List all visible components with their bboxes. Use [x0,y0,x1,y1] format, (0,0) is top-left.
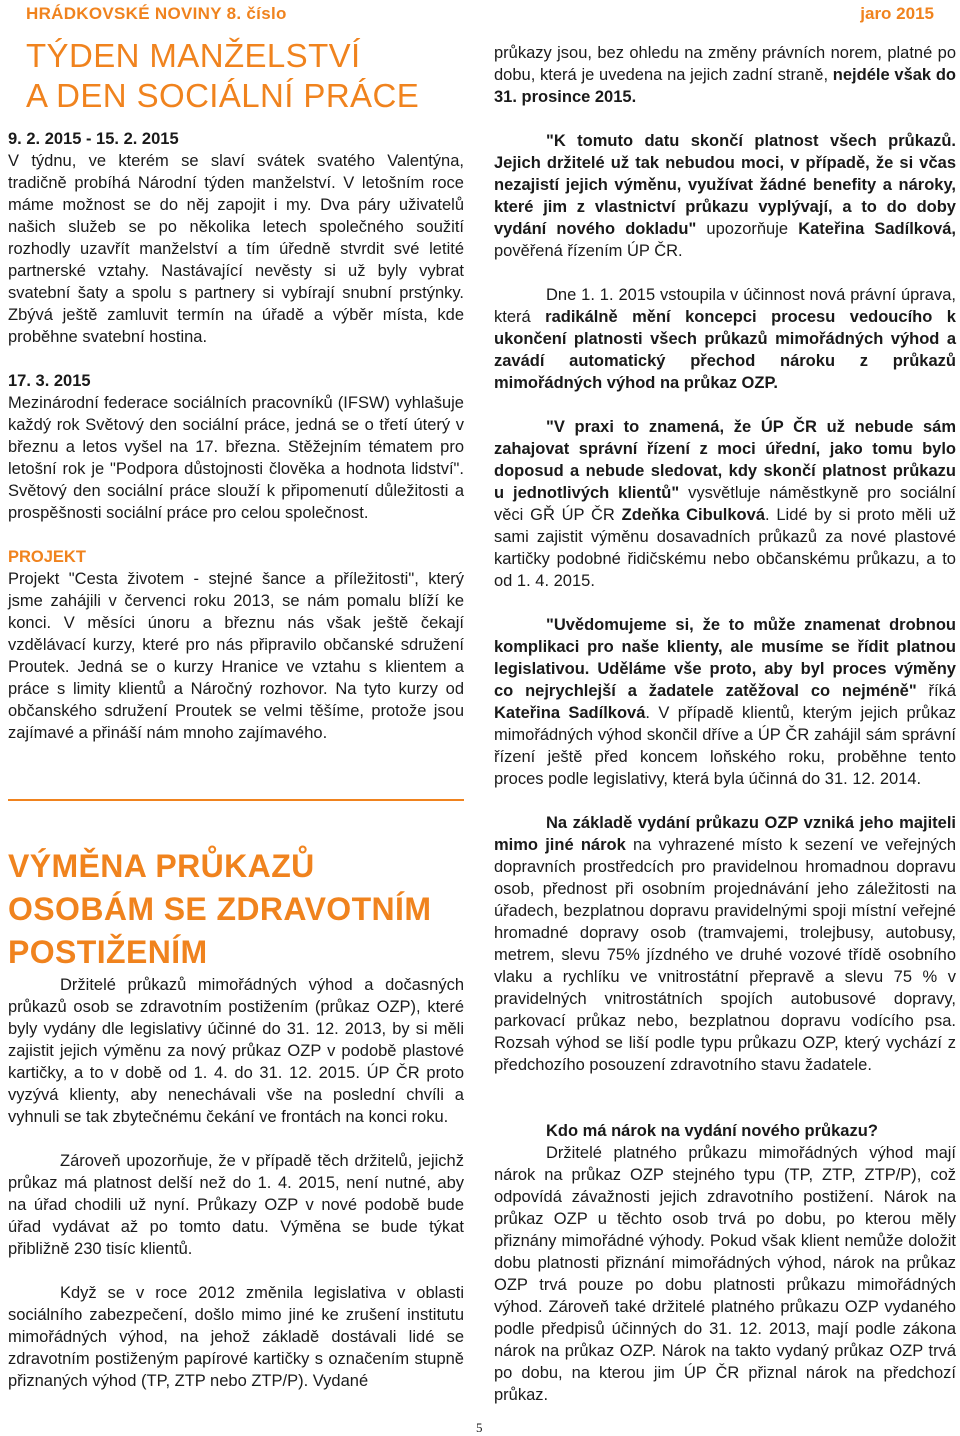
article1-title-line1: TÝDEN MANŽELSTVÍ [26,37,361,74]
right-column [494,0,956,1436]
paragraph-project: Projekt "Cesta životem - stejné šance a příležitosti", který jsme zahájili v červenci roku 2013, se nám pomalu blíží ke konci. V měsíci únoru a březnu nás však ještě čekají vzdělávací kurzy, které pro nás připravilo občanské sdružení Proutek. Jedná se o kurzy Hranice ve vztahu s klientem a práce s limity klientů a Náročný rozhovor. Na tyto kurzy od občanského sdružení Proutek se velmi těšíme, protože jsou zajímavé a přináší nám mnoho zajímavého. [8,570,464,742]
article2-right-body [494,42,956,1406]
left-column [8,0,464,1436]
article2-paragraph-3: Když se v roce 2012 změnila legislativa v oblasti sociálního zabezpečení, došlo mimo jiné ke zrušení institutu mimořádných výhod, na jehož základě dostávali lidé se zdravotním postiženým papírové kartičky s označením stupně přiznaných výhod (TP, ZTP nebo ZTP/P). Vydané [8,1284,464,1390]
article1-title-line2: A DEN SOCIÁLNÍ PRÁCE [26,77,420,114]
paragraph-ozp-benefits: Na základě vydání průkazu OZP vzniká jeho majiteli mimo jiné nárok na vyhrazené místo k sezení ve veřejných dopravních prostředcích pro pravidelnou hromadnou dopravu osob, přednost při osobním projednávání jeho záležitosti na úřadech, bezplatnou dopravu pravidelnými spoji místní veřejné hromadné dopravy osob (tramvajemi, trolejbusy, autobusy, metrem, slevu 75% jízdného ve druhé vozové třídě osobního vlaku a rychlíku ve vnitrostátní přepravě a slevu 75 % v pravidelných vnitrostátních spojích autobusové dopravy, parkovací průkaz nebo, bezplatnou dopravu vodícího psa. Rozsah výhod se liší podle typu průkazu OZP, který vychází z předchozího posouzení zdravotního stavu žadatele. [494,814,957,1074]
article1-body [8,128,464,744]
paragraph-quote-sadilkova: "K tomuto datu skončí platnost všech průkazů. Jejich držitelé už tak nebudou moci, v případě, že si včas nezajistí jejich výměnu, využívat žádné benefity a nároky, které jim z vlastnictví průkazu vyplývají, a to do doby vydání nového dokladu" upozorňuje Kateřina Sadílková, pověřená řízením ÚP ČR. [494,132,956,260]
article2-title-line2: OSOBÁM SE ZDRAVOTNÍM [8,891,432,927]
date-social-work-day: 17. 3. 2015 [8,372,91,390]
article2-title-line1: VÝMĚNA PRŮKAZŮ [8,848,315,884]
project-heading: PROJEKT [8,548,86,566]
issue-season: jaro 2015 [860,4,934,23]
article2-paragraph-2: Zároveň upozorňuje, že v případě těch držitelů, jejichž průkaz má platnost delší než do 1. 4. 2015, není nutné, aby na úřad chodili už nyní. Průkazy OZP v nové podobě bude úřad vydávat až po tomto datu. Výměna se bude týkat přibližně 230 tisíc klientů. [8,1152,464,1258]
page-number: 5 [476,1420,483,1435]
paragraph-entitlement: Držitelé platného průkazu mimořádných výhod mají nárok na průkaz OZP stejného typu (TP, ZTP, ZTP/P), což odpovídá závažnosti jejich zdravotního postižení. Nárok na průkaz OZP u těchto osob trvá po dobu, po kterou měly přiznány mimořádné výhody. Pokud však klient nemůže doložit dobu platnosti přiznání mimořádných výhod, nárok na průkaz OZP trvá pouze po dobu platnosti průkazu mimořádných výhod. Zároveň také držitelé platného průkazu OZP vydaného podle předpisů účinných do 31. 12. 2013, mají podle zákona nárok na průkaz OZP. Nárok na takto vydaný průkaz OZP trvá po dobu, na kterou jim ÚP ČR přiznal nárok na předchozí průkaz. [494,1144,956,1404]
article2-left-body [8,974,464,1392]
paragraph-social-work-day: Mezinárodní federace sociálních pracovníků (IFSW) vyhlašuje každý rok Světový den sociální práce, jedná se o třetí úterý v březnu a letos vyšel na 17. března. Stěžejním tématem pro letošní rok je "Podpora důstojnosti člověka a hodnota lidství". Světový den sociální práce slouží k připomenutí důležitosti a prospěšnosti sociální práce pro celou společnost. [8,394,464,522]
article2-title-line3: POSTIŽENÍM [8,934,208,970]
paragraph-week-of-marriage: V týdnu, ve kterém se slaví svátek svatého Valentýna, tradičně probíhá Národní týden manželství. V letošním roce máme možnost se do něj zapojit i my. Dva páry uživatelů našich služeb se po několika letech společného soužití rozhodly uzavřít manželství a tím úředně stvrdit své letité partnerské vztahy. Nastávající nevěsty si už byly vybrat svatební šaty a spolu s partnery si vybírají snubní prstýnky. Zbývá ještě zamluvit termín na úřadě a výběr místa, kde proběhne svatební hostina. [8,152,464,346]
section-divider [8,799,464,801]
article2-title [8,845,431,974]
paragraph-quote-sadilkova-2: "Uvědomujeme si, že to může znamenat drobnou komplikaci pro naše klienty, ale musíme se řídit platnou legislativou. Uděláme vše proto, aby byl proces výměny co nejrychlejší a žadatele zatěžoval co nejméně" říká Kateřina Sadílková. V případě klientů, kterým jejich průkaz mimořádných výhod skončil dříve a ÚP ČR zahájil sám správní řízení ještě před koncem loňského roku, proběhne tento proces podle legislativy, která byla účinná do 31. 12. 2014. [494,616,957,788]
article1-title [26,36,419,116]
paragraph-validity: průkazy jsou, bez ohledu na změny právních norem, platné po dobu, která je uvedena na jejich zadní straně, nejdéle však do 31. prosince 2015. [494,44,956,106]
date-week-of-marriage: 9. 2. 2015 - 15. 2. 2015 [8,130,179,148]
question-heading: Kdo má nárok na vydání nového průkazu? [546,1122,878,1140]
paragraph-new-legislation: Dne 1. 1. 2015 vstoupila v účinnost nová právní úprava, která radikálně mění koncepci procesu vedoucího k ukončení platnosti všech průkazů mimořádných výhod a zavádí automatický přechod nároku z průkazů mimořádných výhod na průkaz OZP. [494,286,956,392]
paragraph-quote-cibulkova: "V praxi to znamená, že ÚP ČR už nebude sám zahajovat správní řízení z moci úřední, jako tomu bylo doposud a nebude sledovat, kdy skončí platnost průkazu u jednotlivých klientů" vysvětluje náměstkyně pro sociální věci GŘ ÚP ČR Zdeňka Cibulková. Lidé by si proto měli už sami zajistit výměnu dosavadních průkazů za nové plastové kartičky podobné řidičskému nebo občanskému průkazu, a to od 1. 4. 2015. [494,418,957,590]
article2-paragraph-1: Držitelé průkazů mimořádných výhod a dočasných průkazů osob se zdravotním postižením (průkaz OZP), které byly vydány dle legislativy účinné do 31. 12. 2013, by si měli zajistit jejich výměnu za nový průkaz OZP v podobě plastové kartičky, a to v době od 1. 4. do 31. 12. 2015. ÚP ČR proto vyzývá klienty, aby nenechávali vše na poslední chvíli a vyhnuli se tak zbytečnému čekání ve frontách na konci roku. [8,976,464,1126]
newspaper-name: HRÁDKOVSKÉ NOVINY 8. číslo [26,4,287,23]
